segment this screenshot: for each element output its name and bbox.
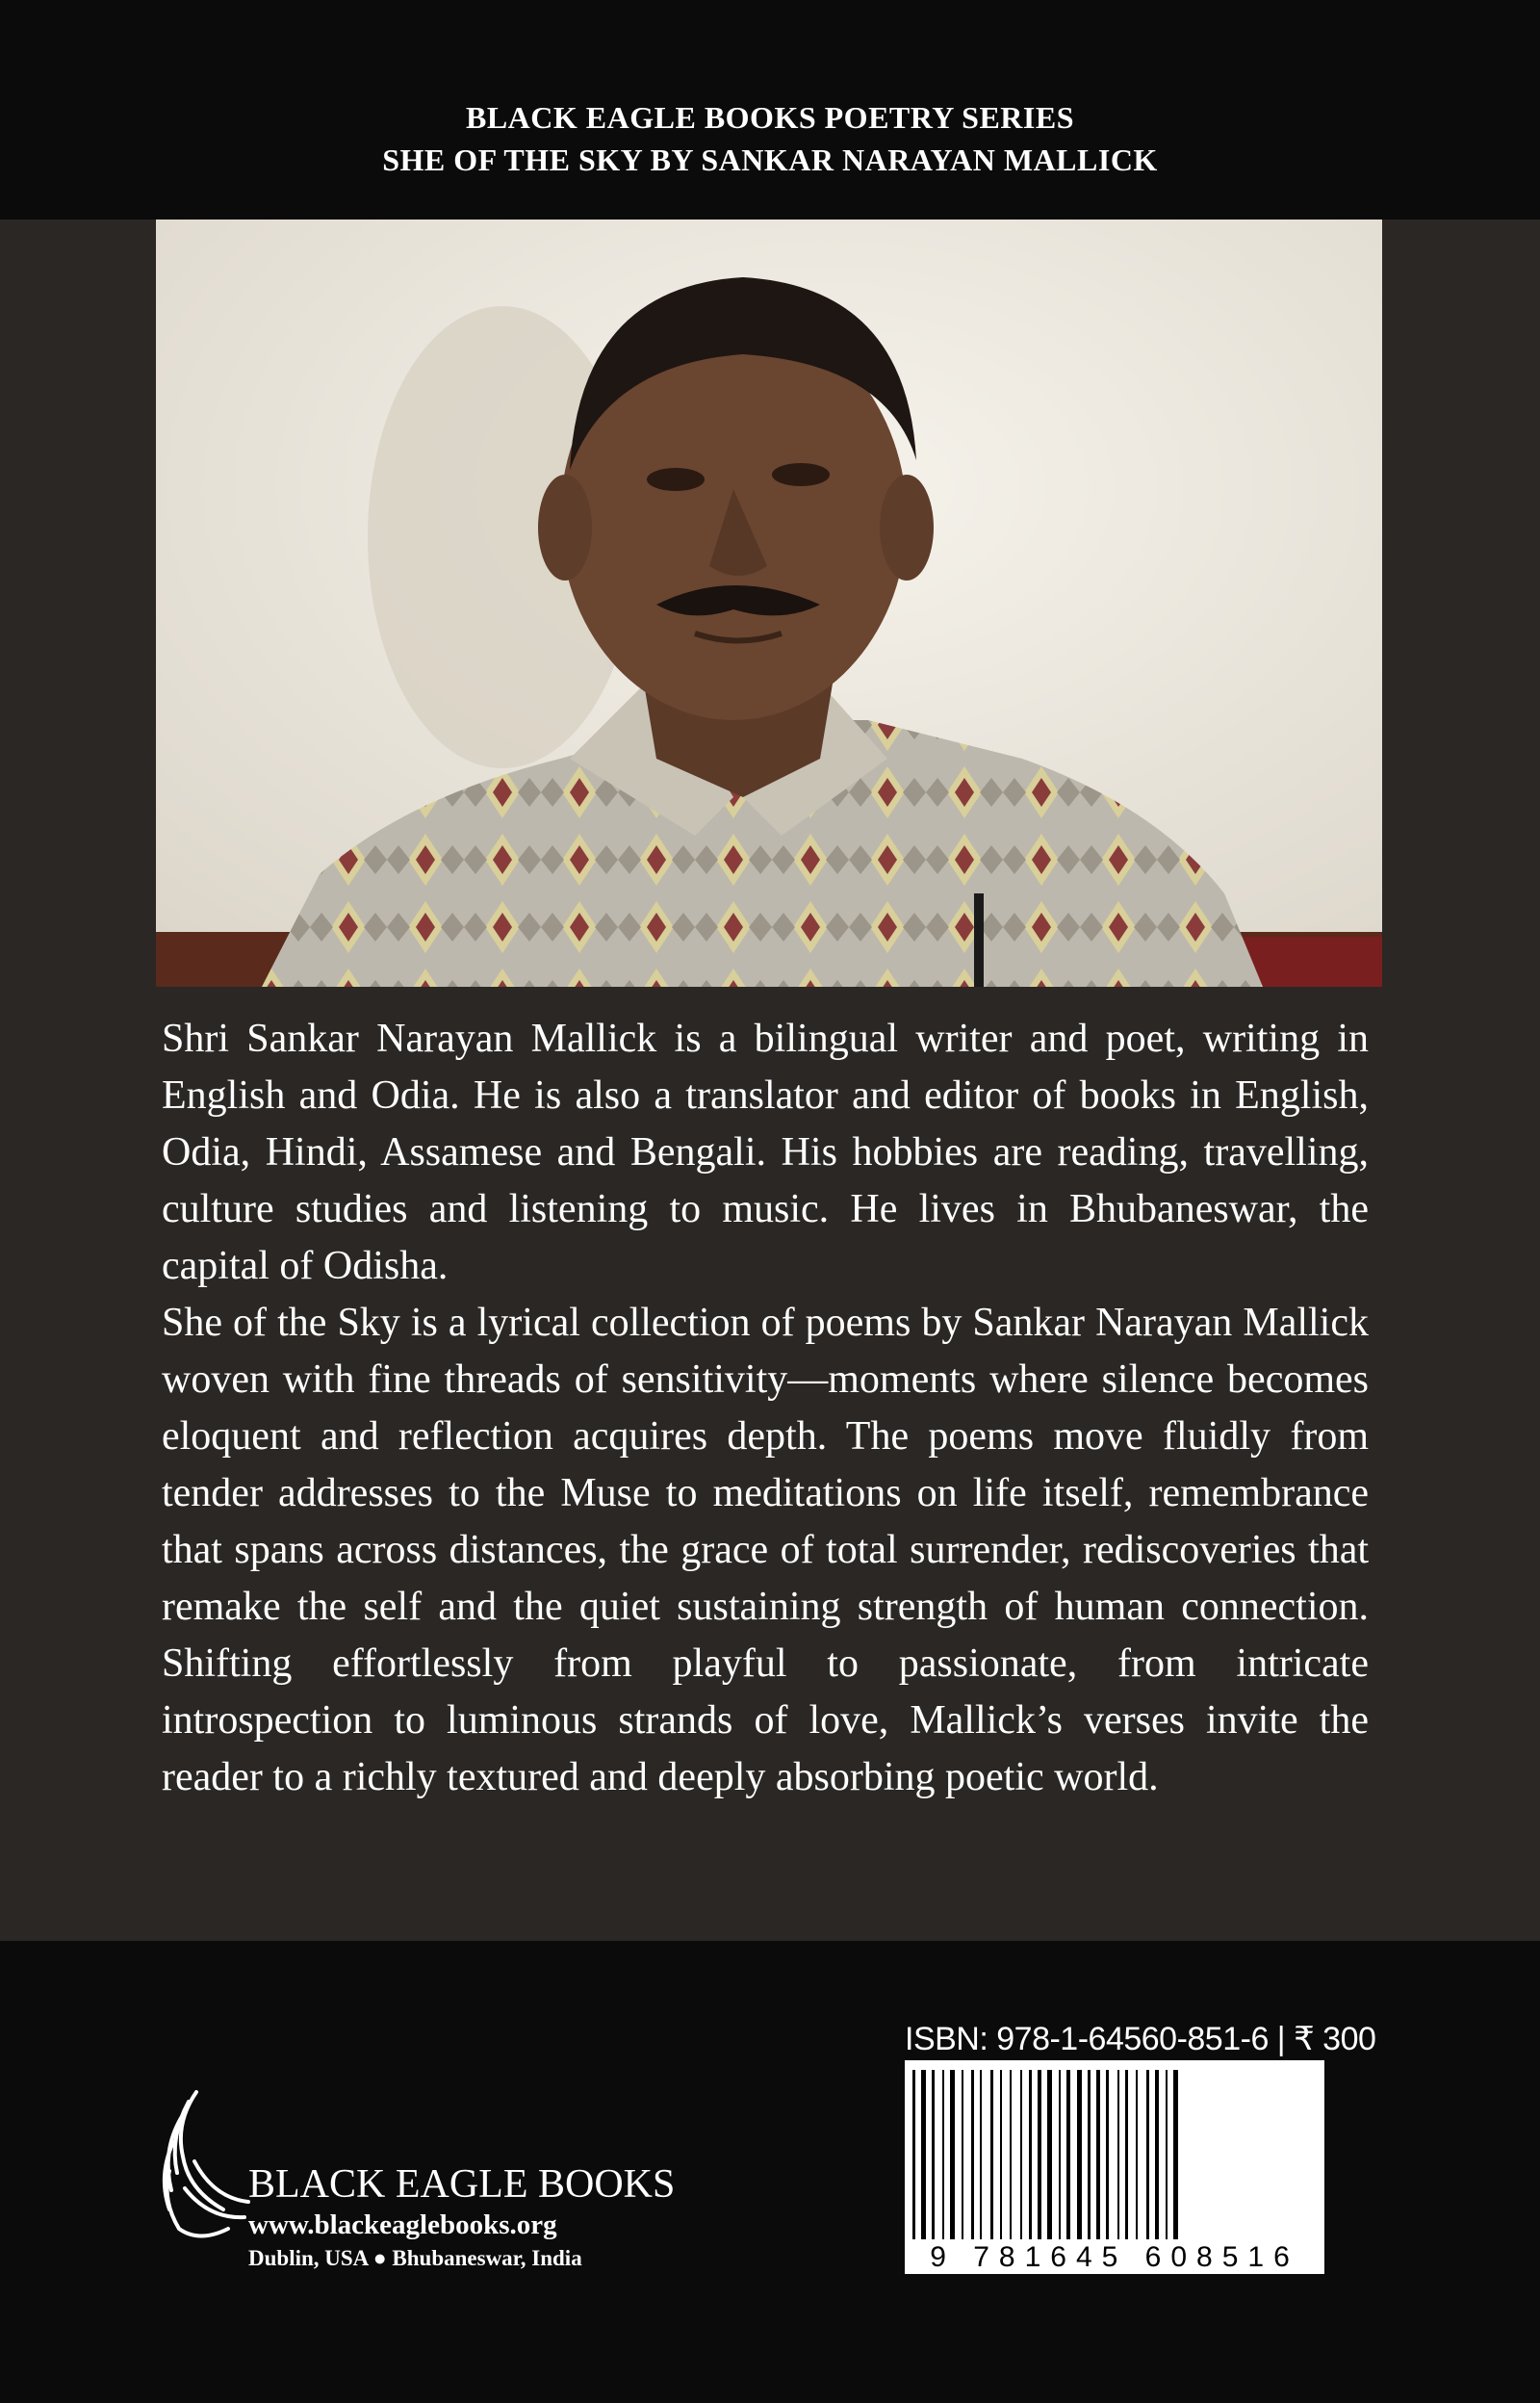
book-description-paragraph: She of the Sky is a lyrical collection of poems by Sankar Narayan Mallick woven with fine threads of sensitivity—moments where silence becomes eloquent and reflection acquires depth. The poems move fluidly from tender addresses to the Muse to meditations on life itself, remembrance that spans across distances, the grace of total surrender, rediscoveries that remake the self and the quiet sustaining strength of human connection. Shifting effortlessly from playful to passionate, from intricate introspection to luminous strands of love, Mallick’s verses invite the reader to a richly textured and deeply absorbing poetic world. [162, 1301, 1369, 1799]
book-blurb [162, 1011, 1369, 1806]
barcode-bar [1059, 2070, 1061, 2239]
barcode-bar [1010, 2070, 1012, 2239]
eagle-wing-icon [156, 2084, 252, 2243]
barcode-bar [1000, 2070, 1002, 2239]
barcode-bar [912, 2070, 915, 2239]
barcode-bar [1125, 2070, 1128, 2239]
barcode-bar [971, 2070, 974, 2239]
author-bio-paragraph: Shri Sankar Narayan Mallick is a bilingual writer and poet, writing in English and Odia. He is also a translator and editor of books in English, Odia, Hindi, Assamese and Bengali. His hobbies are reading, travelling, culture studies and listening to music. He lives in Bhubaneswar, the capital of Odisha. [162, 1017, 1369, 1288]
barcode-bar [1173, 2070, 1178, 2239]
barcode-bar [1077, 2070, 1082, 2239]
series-title-line1: BLACK EAGLE BOOKS POETRY SERIES [465, 100, 1074, 135]
barcode [905, 2060, 1324, 2274]
barcode-bar [962, 2070, 963, 2239]
publisher-url[interactable]: www.blackeaglebooks.org [248, 2209, 557, 2240]
author-photo [156, 220, 1382, 987]
barcode-bar [1136, 2070, 1138, 2239]
barcode-bar [921, 2070, 926, 2239]
barcode-bar [1155, 2070, 1159, 2239]
barcode-bar [1020, 2070, 1022, 2239]
barcode-bar [1146, 2070, 1149, 2239]
isbn-price: ISBN: 978-1-64560-851-6 | ₹ 300 [905, 2021, 1376, 2057]
barcode-bar [980, 2070, 982, 2239]
series-title [0, 96, 1540, 181]
barcode-bar [1029, 2070, 1032, 2239]
barcode-bar [1096, 2070, 1100, 2239]
barcode-bar [1088, 2070, 1091, 2239]
barcode-bar [990, 2070, 993, 2239]
barcode-bar [1066, 2070, 1070, 2239]
series-title-line2: SHE OF THE SKY BY SANKAR NARAYAN MALLICK [382, 142, 1158, 177]
barcode-bar [942, 2070, 944, 2239]
barcode-bar [1038, 2070, 1041, 2239]
publisher-name: BLACK EAGLE BOOKS [248, 2162, 676, 2207]
barcode-bar [1166, 2070, 1168, 2239]
barcode-bar [1047, 2070, 1052, 2239]
author-portrait-icon [156, 220, 1382, 987]
publisher-block [156, 2084, 695, 2270]
barcode-bar [1106, 2070, 1109, 2239]
barcode-bar [1117, 2070, 1119, 2239]
publisher-locations: Dublin, USA ● Bhubaneswar, India [248, 2246, 582, 2270]
barcode-digits: 9 781645 608516 [905, 2241, 1324, 2274]
barcode-bar [932, 2070, 935, 2239]
barcode-bar [950, 2070, 955, 2239]
